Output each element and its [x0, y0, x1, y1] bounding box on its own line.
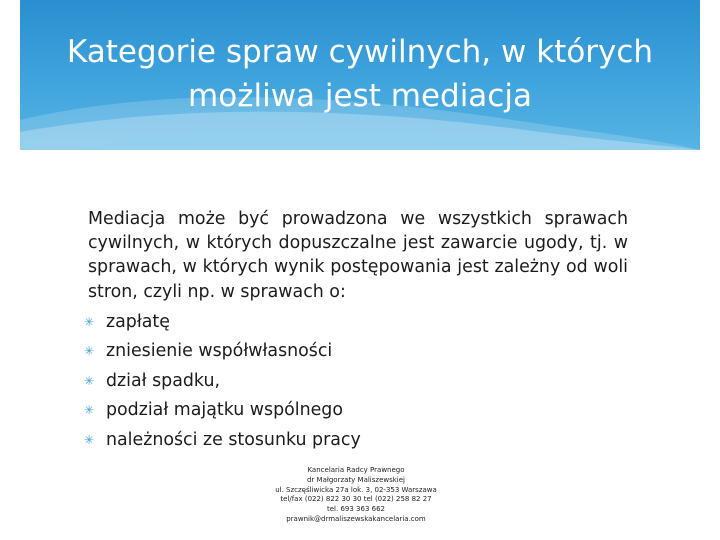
category-list	[84, 308, 628, 456]
slide-title: Kategorie spraw cywilnych, w których możliwa jest mediacja	[66, 34, 654, 114]
footer-line: tel/fax (022) 822 30 30 tel (022) 258 82 27	[280, 495, 432, 504]
intro-paragraph: Mediacja może być prowadzona we wszystkich sprawach cywilnych, w których dopuszczalne jest zawarcie ugody, tj. w sprawach, w których wynik postępowania jest zależny od woli stron, czyli np. w sprawach o:	[88, 209, 628, 302]
asterisk-icon: ✳	[84, 344, 95, 359]
footer-line: Kancelaria Radcy Prawnego	[307, 466, 405, 474]
footer-email: prawnik@drmaliszewskakancelaria.com	[286, 514, 426, 523]
list-item: ✳ zniesienie współwłasności	[88, 337, 628, 367]
footer-line: ul. Szczęśliwicka 27a lok. 3, 02-353 Warszawa	[275, 485, 437, 494]
footer-line: dr Małgorzaty Maliszewskiej	[306, 475, 405, 484]
footer-contact	[246, 466, 466, 525]
list-item: ✳ zapłatę	[88, 308, 628, 338]
asterisk-icon: ✳	[84, 432, 95, 447]
asterisk-icon: ✳	[84, 373, 95, 388]
slide-content	[84, 207, 628, 455]
title-banner	[20, 0, 700, 150]
list-item: ✳ dział spadku,	[88, 367, 628, 397]
asterisk-icon: ✳	[84, 403, 95, 418]
list-item: ✳ należności ze stosunku pracy	[88, 426, 628, 456]
footer-line: tel. 693 363 662	[327, 505, 385, 514]
list-item: ✳ podział majątku wspólnego	[88, 396, 628, 426]
asterisk-icon: ✳	[84, 314, 95, 329]
